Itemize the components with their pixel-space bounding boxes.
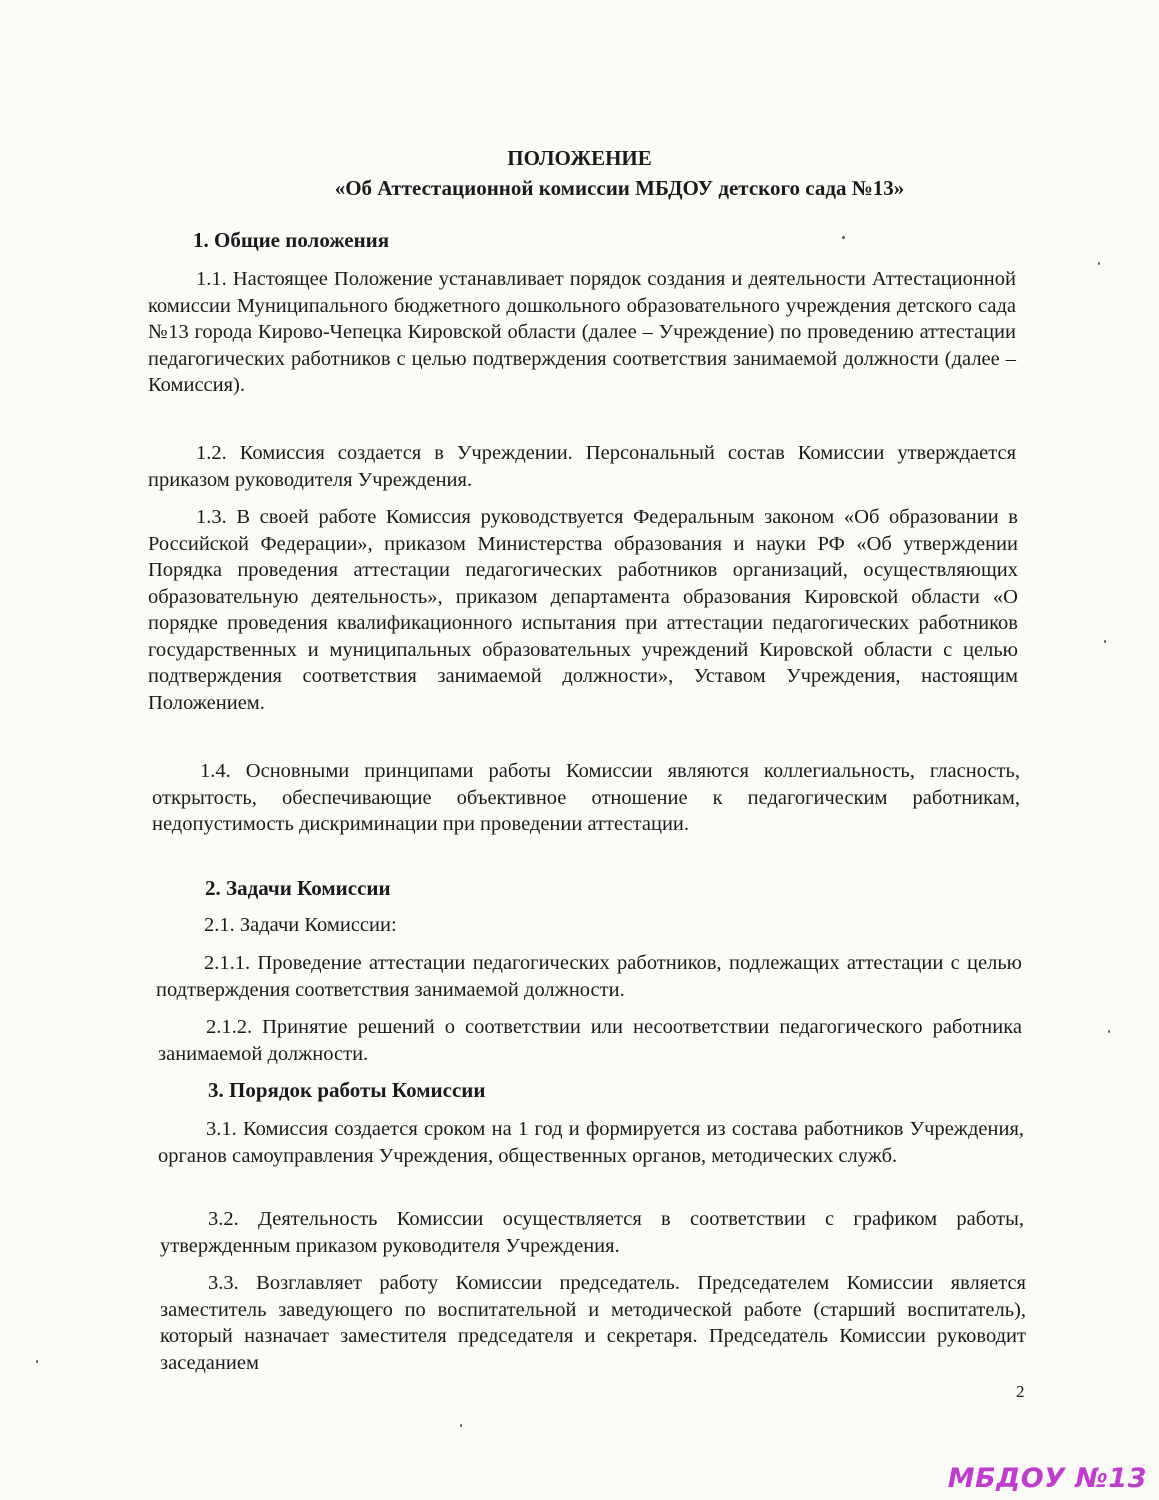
watermark: МБДОУ №13 <box>947 1463 1147 1494</box>
paragraph-2-1-2: 2.1.2. Принятие решений о соответствии или несоответствии педагогического работника занимаемой должности. <box>158 1016 1022 1065</box>
section-heading-1: 1. Общие положения <box>193 228 390 252</box>
paragraph-2-1-1: 2.1.1. Проведение аттестации педагогических работников, подлежащих аттестации с целью подтверждения соответствия занимаемой должности. <box>156 952 1022 1001</box>
paragraph-2-1: 2.1. Задачи Комиссии: <box>204 914 397 936</box>
paragraph-1-4: 1.4. Основными принципами работы Комиссии являются коллегиальность, гласность, открытость, обеспечивающие объективное отношение к педагогическим работникам, недопустимость дискриминации при проведении аттестации. <box>152 760 1020 835</box>
scan-speck <box>1104 640 1106 643</box>
page-number: 2 <box>1016 1382 1025 1401</box>
paragraph-1-1: 1.1. Настоящее Положение устанавливает порядок создания и деятельности Аттестационной комиссии Муниципального бюджетного дошкольного образовательного учреждения детского сада №13 города Кирово-Чепецка Кировской области (далее – Учреждение) по проведению аттестации педагогических работников с целью подтверждения соответствия занимаемой должности (далее – Комиссия). <box>148 268 1016 396</box>
section-heading-2: 2. Задачи Комиссии <box>205 876 391 900</box>
scan-speck <box>460 1424 462 1427</box>
scan-speck <box>1098 262 1100 265</box>
document-subtitle: «Об Аттестационной комиссии МБДОУ детского сада №13» <box>334 176 905 200</box>
paragraph-1-3: 1.3. В своей работе Комиссия руководствуется Федеральным законом «Об образовании в Российской Федерации», приказом Министерства образования и науки РФ «Об утверждении Порядка проведения аттестации педагогических работников организаций, осуществляющих образовательную деятельность», приказом департамента образования Кировской области «О порядке проведения квалификационного испытания при аттестации педагогических работников государственных и муниципальных образовательных учреждений Кировской области с целью подтверждения соответствия занимаемой должности», Уставом Учреждения, настоящим Положением. <box>148 506 1018 714</box>
paragraph-3-1: 3.1. Комиссия создается сроком на 1 год и формируется из состава работников Учреждения, органов самоуправления Учреждения, общественных органов, методических служб. <box>158 1118 1024 1167</box>
paragraph-3-3: 3.3. Возглавляет работу Комиссии председатель. Председателем Комиссии является заместитель заведующего по воспитательной и методической работе (старший воспитатель), который назначает заместителя председателя и секретаря. Председатель Комиссии руководит заседанием <box>160 1272 1026 1374</box>
scan-speck <box>36 1360 38 1363</box>
paragraph-3-2: 3.2. Деятельность Комиссии осуществляется в соответствии с графиком работы, утвержденным приказом руководителя Учреждения. <box>160 1208 1024 1257</box>
scan-speck <box>1108 1030 1110 1033</box>
section-heading-3: 3. Порядок работы Комиссии <box>208 1078 486 1102</box>
paragraph-1-2: 1.2. Комиссия создается в Учреждении. Персональный состав Комиссии утверждается приказом руководителя Учреждения. <box>148 442 1016 491</box>
scan-speck <box>842 236 845 239</box>
document-title: ПОЛОЖЕНИЕ <box>507 146 652 170</box>
